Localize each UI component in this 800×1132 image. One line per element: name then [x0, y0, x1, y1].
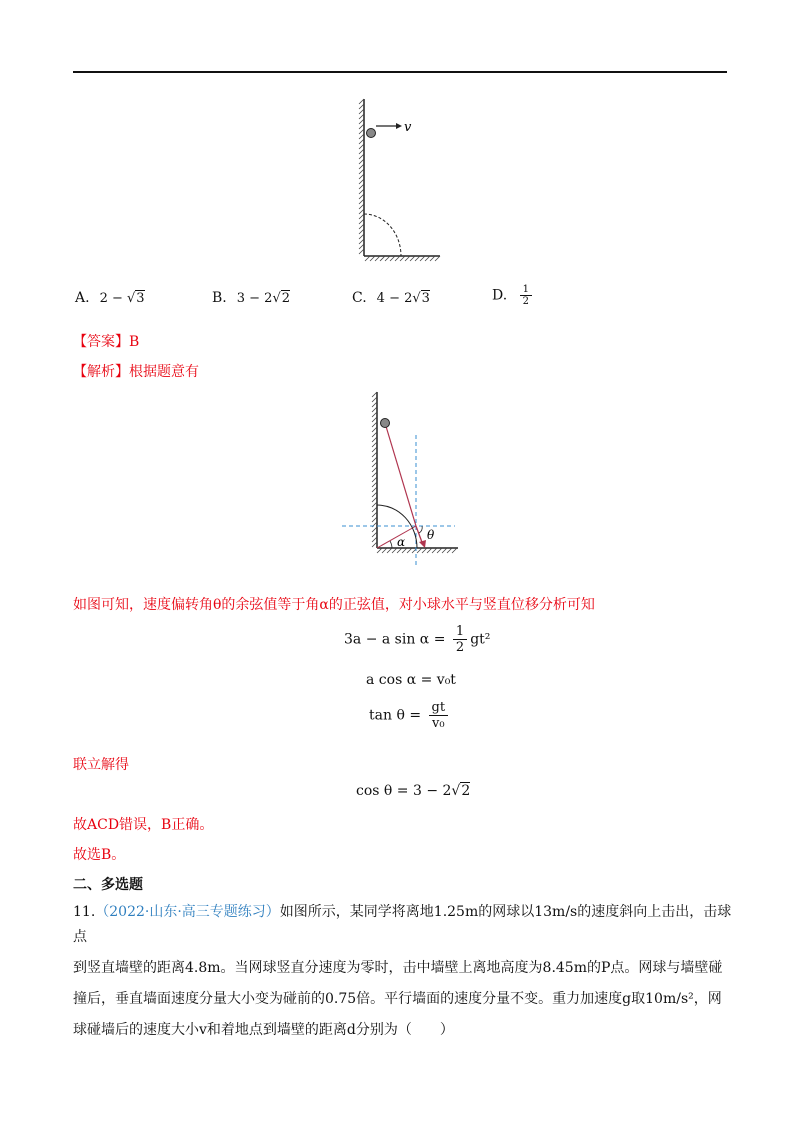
equation-3-left: tan θ = [369, 707, 422, 724]
question-11-line-2: 到竖直墙壁的距离4.8m。当网球竖直分速度为零时，击中墙壁上离地高度为8.45m的P点。网球与墙壁碰 [73, 960, 723, 976]
choice-line: 故选B。 [73, 847, 126, 863]
option-a-radicand: 3 [136, 291, 145, 306]
combine-line: 联立解得 [73, 757, 129, 773]
equation-2: a cos α = v₀t [366, 672, 456, 688]
answer-line: 【答案】B [73, 334, 140, 350]
option-b[interactable]: B. 3 − 2√2 [212, 290, 291, 306]
option-b-radicand: 2 [281, 291, 291, 306]
equation-3 [369, 700, 451, 731]
figure-analysis [330, 385, 470, 575]
explanation-line: 如图可知，速度偏转角θ的余弦值等于角α的正弦值，对小球水平与竖直位移分析可知 [73, 597, 595, 613]
option-a-label: A. [75, 290, 90, 306]
equation-1-denominator: 2 [455, 640, 465, 655]
question-number: 11. [73, 904, 96, 920]
option-d-denominator: 2 [522, 296, 530, 307]
option-c[interactable]: C. 4 − 2√3 [352, 290, 430, 306]
question-11 [73, 900, 733, 1043]
equation-1-right: gt² [470, 631, 491, 648]
figure-ball-wall [340, 95, 460, 270]
equation-4-left: cos θ = 3 − 2 [356, 783, 452, 799]
equation-3-numerator: gt [429, 700, 449, 716]
question-11-line-1 [73, 900, 733, 950]
velocity-label: v [404, 120, 412, 135]
alpha-label: α [397, 535, 406, 549]
option-c-radicand: 3 [421, 291, 430, 306]
option-b-label: B. [212, 290, 227, 306]
question-11-line-4: 球碰墙后的速度大小v和着地点到墙壁的距离d分别为（ ） [73, 1022, 454, 1038]
option-b-value: 3 − 2 [236, 291, 273, 306]
equation-3-denominator: v₀ [432, 716, 445, 731]
equation-1-numerator: 1 [453, 624, 467, 640]
option-c-label: C. [352, 290, 367, 306]
equation-4: cos θ = 3 − 2√2 [356, 783, 471, 799]
section-title: 二、多选题 [73, 877, 143, 893]
option-d[interactable] [492, 284, 535, 307]
question-line-1-text: 如图所示，某同学将离地1.25m的网球以13m/s的速度斜向上击出，击球点 [73, 904, 732, 945]
header-rule [73, 71, 727, 73]
option-d-numerator: 1 [520, 284, 532, 296]
option-a[interactable]: A. 2 − √3 [75, 290, 145, 306]
equation-4-radicand: 2 [461, 783, 471, 799]
option-a-value: 2 − [99, 291, 127, 306]
question-11-line-3: 撞后，垂直墙面速度分量大小变为碰前的0.75倍。平行墙面的速度分量不变。重力加速度g取10m/s²，网 [73, 991, 722, 1007]
analysis-line: 【解析】根据题意有 [73, 364, 199, 380]
equation-1-left: 3a − a sin α = [344, 631, 446, 648]
option-d-label: D. [492, 287, 508, 304]
equation-1 [344, 624, 490, 655]
theta-label: θ [427, 528, 435, 542]
option-c-value: 4 − 2 [376, 291, 413, 306]
question-source-link[interactable]: （2022·山东·高三专题练习） [95, 904, 280, 920]
conclusion-line: 故ACD错误，B正确。 [73, 817, 214, 833]
